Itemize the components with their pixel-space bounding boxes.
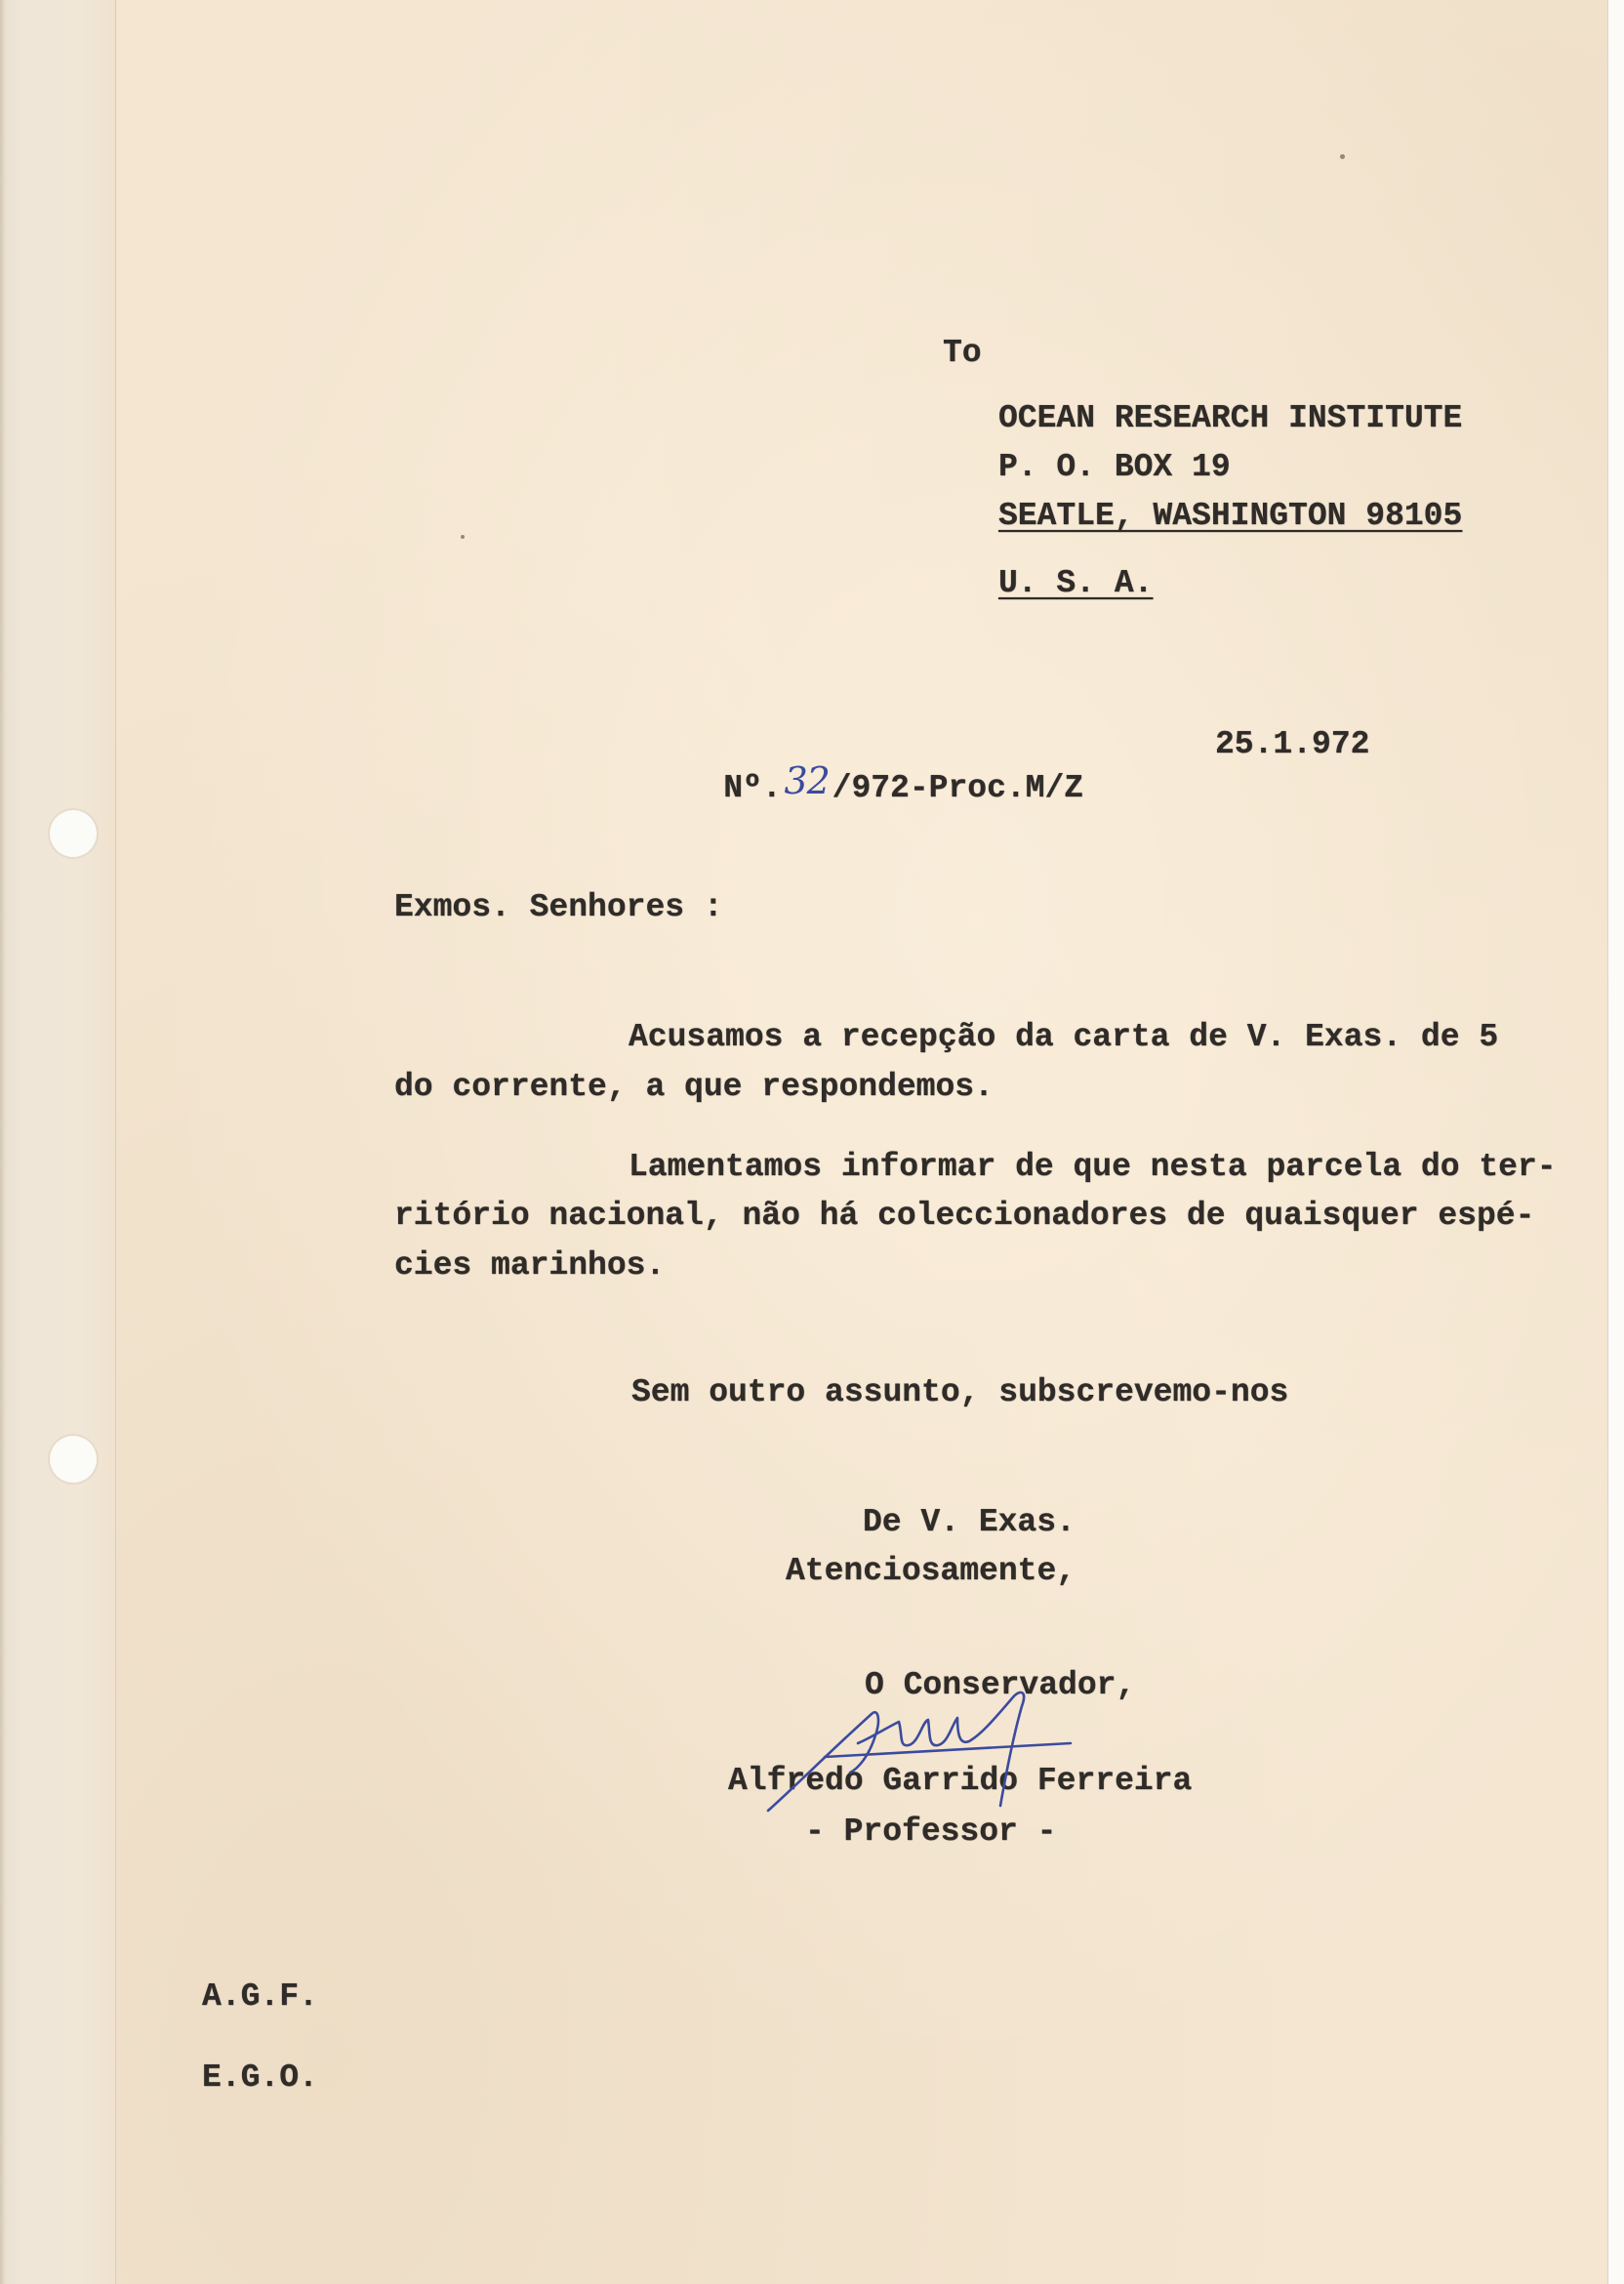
recipient-name: OCEAN RESEARCH INSTITUTE bbox=[998, 400, 1463, 436]
scan-edge bbox=[1607, 0, 1624, 2284]
punch-hole-bottom bbox=[50, 1436, 97, 1483]
punch-hole-top bbox=[50, 810, 97, 857]
recipient-country: U. S. A. bbox=[998, 565, 1154, 601]
reference-number-handwritten: 32 bbox=[784, 759, 830, 802]
regards-line-2: Atenciosamente, bbox=[786, 1553, 1076, 1589]
signatory-title: - Professor - bbox=[805, 1814, 1057, 1850]
body-paragraph-2-line: Lamentamos informar de que nesta parcela do ter- bbox=[629, 1149, 1557, 1185]
recipient-city-line: SEATLE, WASHINGTON 98105 bbox=[998, 498, 1463, 534]
reference-prefix: Nº. bbox=[723, 770, 782, 806]
paper-speck bbox=[1340, 154, 1345, 159]
recipient-po-box: P. O. BOX 19 bbox=[998, 449, 1231, 485]
reference-suffix: /972-Proc.M/Z bbox=[832, 770, 1084, 806]
to-label: To bbox=[943, 335, 982, 371]
regards-line-1: De V. Exas. bbox=[863, 1504, 1076, 1540]
body-paragraph-2-line: cies marinhos. bbox=[394, 1247, 666, 1284]
letter-date: 25.1.972 bbox=[1215, 726, 1370, 762]
handwritten-signature bbox=[756, 1679, 1088, 1815]
signatory-name: Alfredo Garrido Ferreira bbox=[728, 1763, 1193, 1799]
reference-line bbox=[646, 725, 1083, 847]
closing-phrase: Sem outro assunto, subscrevemo-nos bbox=[631, 1374, 1289, 1410]
body-paragraph-1-line: do corrente, a que respondemos. bbox=[394, 1069, 994, 1105]
paper-speck bbox=[461, 535, 465, 539]
body-paragraph-1-line: Acusamos a recepção da carta de V. Exas. de 5 bbox=[629, 1019, 1499, 1055]
initials-line: A.G.F. bbox=[202, 1978, 318, 2015]
salutation: Exmos. Senhores : bbox=[394, 889, 723, 925]
signatory-role: O Conservador, bbox=[865, 1667, 1136, 1703]
binding-margin bbox=[0, 0, 116, 2284]
initials-line: E.G.O. bbox=[202, 2060, 318, 2096]
body-paragraph-2-line: ritório nacional, não há coleccionadores de quaisquer espé- bbox=[394, 1198, 1535, 1234]
